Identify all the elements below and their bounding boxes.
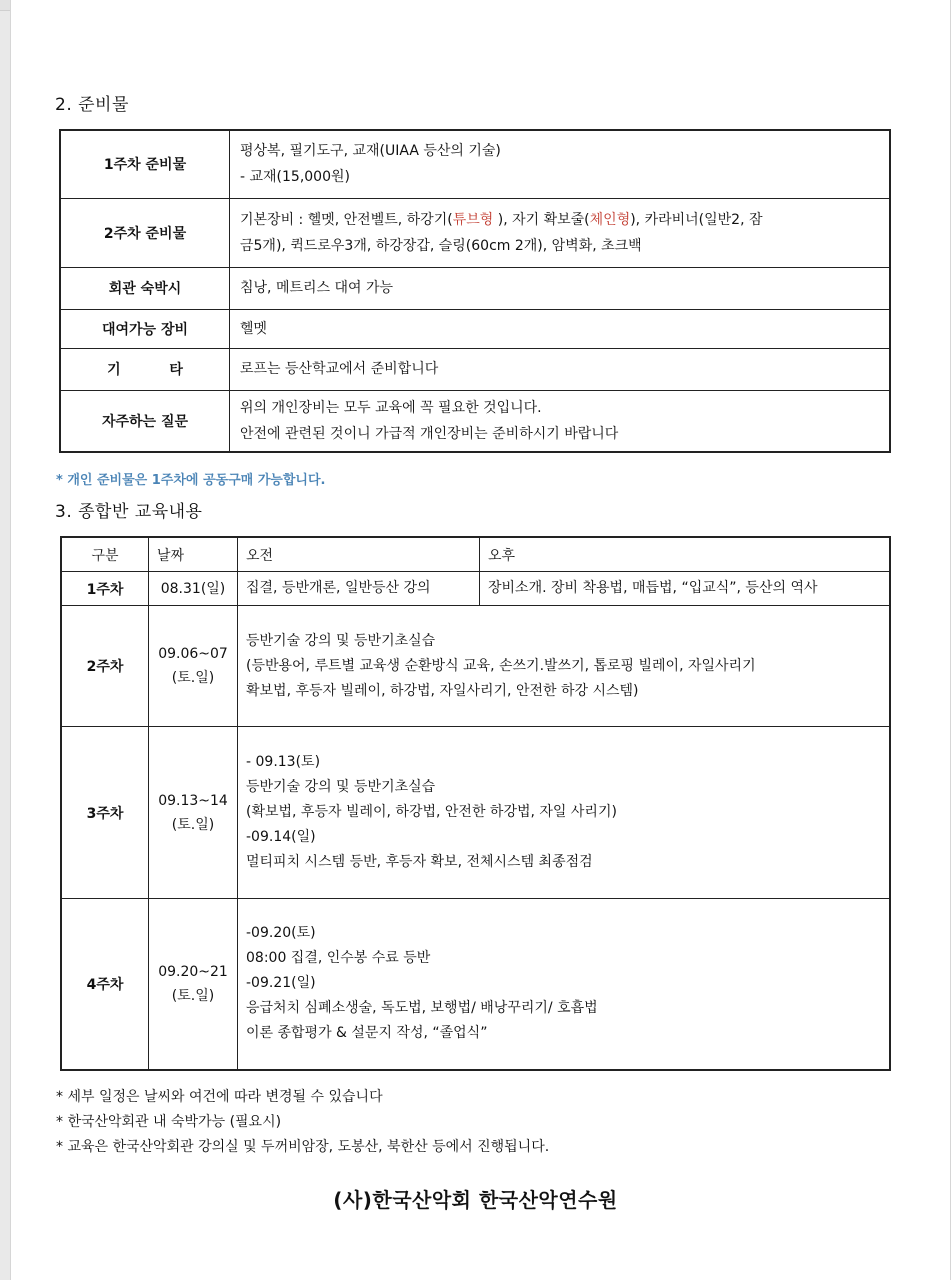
header-am: 오전: [238, 537, 480, 572]
table-row: [60, 348, 890, 390]
table-row: [60, 130, 890, 198]
course-schedule-table: [60, 536, 891, 1071]
week-label: 3주차: [61, 727, 149, 899]
week-content: 등반기술 강의 및 등반기초실습 (등반용어, 루트별 교육생 순환방식 교육, 손쓰기.발쓰기, 톱로핑 빌레이, 자일사리기 확보법, 후등자 빌레이, 하강법, 자일사리기, 안전한 하강 시스템): [238, 606, 891, 727]
header-gubun: 구분: [61, 537, 149, 572]
week-label: 4주차: [61, 899, 149, 1070]
footnote: * 세부 일정은 날씨와 여건에 따라 변경될 수 있습니다: [56, 1089, 383, 1105]
row-value-line: 평상복, 필기도구, 교재(UIAA 등산의 기술): [240, 143, 501, 160]
table-row: [61, 572, 890, 606]
table-row: [61, 899, 890, 1070]
row-value-line: 기본장비 : 헬멧, 안전벨트, 하강기(튜브형 ), 자기 확보줄(체인형), 카라비너(일반2, 잠: [240, 211, 763, 228]
row-value-line: 금5개), 퀵드로우3개, 하강장갑, 슬링(60cm 2개), 암벽화, 초크백: [240, 237, 642, 254]
row-value-line: - 교재(15,000원): [240, 169, 350, 186]
header-pm: 오후: [480, 537, 891, 572]
week-label: 1주차: [61, 572, 149, 606]
tube-type-highlight: 튜브형: [452, 211, 494, 228]
section-3-title: 3. 종합반 교육내용: [55, 502, 203, 522]
table-header-row: [61, 537, 890, 572]
row-value-line: 안전에 관련된 것이니 가급적 개인장비는 준비하시기 바랍니다: [240, 425, 619, 442]
row-value: [230, 130, 891, 198]
row-value: 헬멧: [230, 309, 891, 348]
week-date: 08.31(일): [149, 572, 238, 606]
row-label: 기 타: [60, 348, 230, 390]
morning-content: 집결, 등반개론, 일반등산 강의: [238, 572, 480, 606]
footnote: * 한국산악회관 내 숙박가능 (필요시): [56, 1114, 282, 1130]
week-label: 2주차: [61, 606, 149, 727]
row-label: 대여가능 장비: [60, 309, 230, 348]
header-date: 날짜: [149, 537, 238, 572]
table-row: [60, 267, 890, 309]
row-value: 침낭, 메트리스 대여 가능: [230, 267, 891, 309]
organization-name: (사)한국산악회 한국산악연수원: [333, 1188, 618, 1212]
row-label: 2주차 준비물: [60, 198, 230, 267]
table-row: [61, 606, 890, 727]
week-content: -09.20(토) 08:00 집결, 인수봉 수료 등반 -09.21(일) 응급처치 심폐소생술, 독도법, 보행법/ 배낭꾸리기/ 호흡법 이론 종합평가 & 설문지 작성, “졸업식”: [238, 899, 891, 1070]
row-value: [230, 390, 891, 452]
week-date: 09.13~14 (토.일): [149, 727, 238, 899]
section-2-title: 2. 준비물: [55, 95, 129, 115]
row-value: [230, 198, 891, 267]
table-row: [60, 390, 890, 452]
table-row: [61, 727, 890, 899]
row-label: 회관 숙박시: [60, 267, 230, 309]
week-date: 09.20~21 (토.일): [149, 899, 238, 1070]
week-content: - 09.13(토) 등반기술 강의 및 등반기초실습 (확보법, 후등자 빌레이, 하강법, 안전한 하강법, 자일 사리기) -09.14(일) 멀티피치 시스템 등반, 후등자 확보, 전체시스템 최종점검: [238, 727, 891, 899]
row-label: 1주차 준비물: [60, 130, 230, 198]
afternoon-content: 장비소개. 장비 착용법, 매듭법, “입교식”, 등산의 역사: [480, 572, 891, 606]
table-row: [60, 309, 890, 348]
chain-type-highlight: 체인형: [589, 211, 631, 228]
group-purchase-note: * 개인 준비물은 1주차에 공동구매 가능합니다.: [56, 473, 326, 488]
table-row: [60, 198, 890, 267]
row-value: 로프는 등산학교에서 준비합니다: [230, 348, 891, 390]
footnote: * 교육은 한국산악회관 강의실 및 두꺼비암장, 도봉산, 북한산 등에서 진행됩니다.: [56, 1139, 550, 1155]
row-label: 자주하는 질문: [60, 390, 230, 452]
week-date: 09.06~07 (토.일): [149, 606, 238, 727]
preparation-table: [59, 129, 891, 453]
row-value-line: 위의 개인장비는 모두 교육에 꼭 필요한 것입니다.: [240, 399, 542, 416]
